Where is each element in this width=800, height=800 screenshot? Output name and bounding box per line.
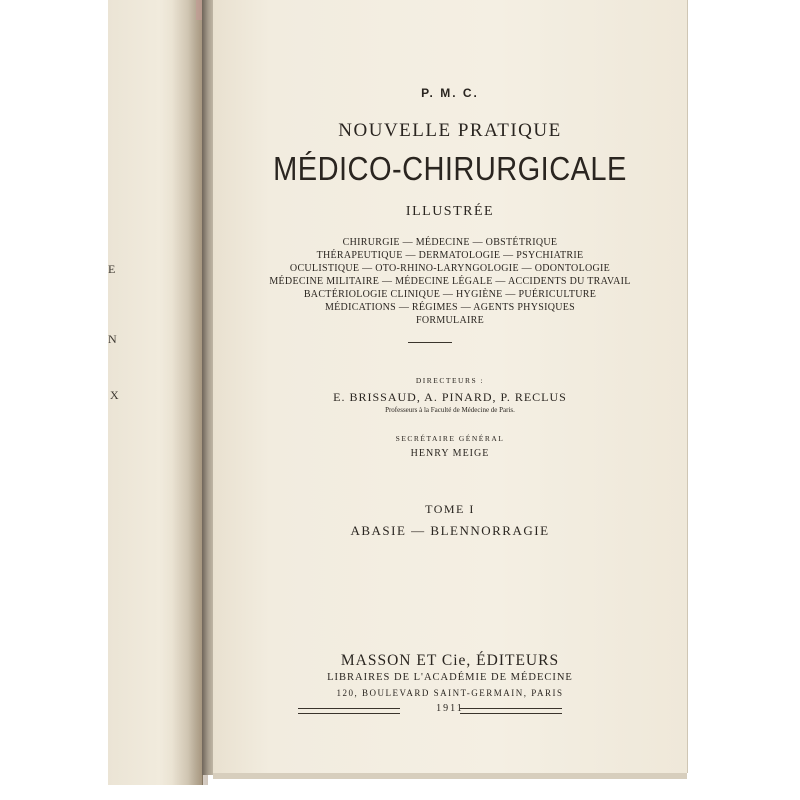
- directors-names: E. BRISSAUD, A. PINARD, P. RECLUS: [333, 390, 567, 404]
- page-stack-edge: [213, 773, 687, 779]
- subject-line: OCULISTIQUE — OTO-RHINO-LARYNGOLOGIE — ODONTOLOGIE: [289, 263, 611, 274]
- series-initials: P. M. C.: [421, 86, 479, 100]
- title-line-3: ILLUSTRÉE: [405, 204, 495, 219]
- left-page-fragment: N: [108, 332, 118, 346]
- publisher-affiliation: LIBRAIRES DE L'ACADÉMIE DE MÉDECINE: [327, 672, 573, 683]
- left-page-fragment: E: [108, 262, 117, 276]
- subject-line: MÉDECINE MILITAIRE — MÉDECINE LÉGALE — ACCIDENTS DU TRAVAIL: [269, 276, 631, 287]
- subject-line: THÉRAPEUTIQUE — DERMATOLOGIE — PSYCHIATRIE: [316, 250, 584, 261]
- section-divider: [408, 342, 452, 343]
- publisher-name: MASSON ET Cie, ÉDITEURS: [340, 652, 560, 669]
- publisher-address: 120, BOULEVARD SAINT-GERMAIN, PARIS: [336, 688, 564, 698]
- year-rule-right: [460, 708, 562, 714]
- left-page-fragment: X: [110, 388, 120, 402]
- subject-line: BACTÉRIOLOGIE CLINIQUE — HYGIÈNE — PUÉRICULTURE: [303, 289, 597, 300]
- secretary-label: SECRÉTAIRE GÉNÉRAL: [395, 434, 505, 443]
- directors-label: DIRECTEURS :: [415, 376, 485, 385]
- volume-number: TOME I: [425, 502, 475, 516]
- secretary-name: HENRY MEIGE: [410, 448, 490, 459]
- title-line-1: NOUVELLE PRATIQUE: [338, 120, 562, 141]
- directors-affiliation: Professeurs à la Faculté de Médecine de Paris.: [385, 406, 515, 414]
- subject-line: MÉDICATIONS — RÉGIMES — AGENTS PHYSIQUES: [324, 302, 576, 313]
- publication-year: 1911: [436, 703, 464, 714]
- subject-line: CHIRURGIE — MÉDECINE — OBSTÉTRIQUE: [342, 237, 558, 248]
- subject-line: FORMULAIRE: [415, 315, 484, 326]
- volume-title: ABASIE — BLENNORRAGIE: [350, 523, 550, 538]
- main-title: MÉDICO-CHIRURGICALE: [273, 150, 627, 187]
